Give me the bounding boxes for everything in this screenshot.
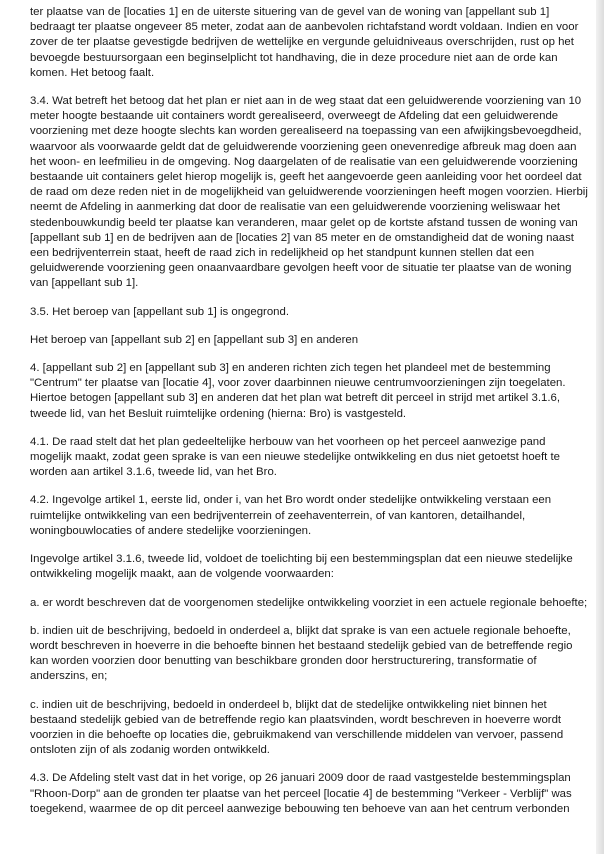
list-item-c: c. indien uit de beschrijving, bedoeld in onderdeel b, blijkt dat de stedelijke ontwikkeling niet binnen het bestaand stedelijk gebied van de betreffende regio kan plaatsvinden, wordt beschreven in hoeverre wordt voorzien in die behoefte op locaties die, gebruikmakend van verschillende middelen van vervoer, passend ontsloten zijn of als zodanig worden ontwikkeld. (30, 698, 564, 757)
section-heading: Het beroep van [appellant sub 2] en [appellant sub 3] en anderen (30, 333, 359, 346)
paragraph-3-5: 3.5. Het beroep van [appellant sub 1] is ongegrond. (30, 305, 290, 318)
list-item-b: b. indien uit de beschrijving, bedoeld in onderdeel a, blijkt dat sprake is van een actuele regionale behoefte, wordt beschreven in hoeverre in die behoefte binnen het bestaand stedelijk gebied van de betreffende regio kan worden voorzien door benutting van beschikbare gronden door herstructurering, transformatie of anderszins, en; (30, 624, 573, 683)
paragraph-article-3-1-6: Ingevolge artikel 3.1.6, tweede lid, voldoet de toelichting bij een bestemmingsplan dat een nieuwe stedelijke ontwikkeling mogelijk maakt, aan de volgende voorwaarden: (30, 553, 573, 581)
scan-edge-shadow (596, 0, 604, 854)
paragraph-4: 4. [appellant sub 2] en [appellant sub 3] en anderen richten zich tegen het plandeel met de bestemming "Centrum" ter plaatse van [locatie 4], voor zover daarbinnen nieuwe centrumvoorzieningen zijn toegelaten. Hiertoe betogen [appellant sub 3] en anderen dat het plan wat betreft dit perceel in strijd met artikel 3.1.6, tweede lid, van het Besluit ruimtelijke ordening (hierna: Bro) is vastgesteld. (30, 362, 566, 420)
paragraph-3-4: 3.4. Wat betreft het betoog dat het plan er niet aan in de weg staat dat een geluidwerende voorziening van 10 meter hoogte bestaande uit containers wordt gerealiseerd, overweegt de Afdeling dat een geluidwerende voorziening met deze hoogte slechts kan worden gerealiseerd na toepassing van een afwijkingsbevoegdheid, waarvoor als voorwaarde geldt dat de geluidwerende voorziening geen onevenredige afbreuk mag doen aan het woon- en leefmilieu in de omgeving. Nog daargelaten of de realisatie van een geluidwerende voorziening bestaande uit containers gelet hierop mogelijk is, geeft het aangevoerde geen aanleiding voor het oordeel dat de raad om deze reden niet in de mogelijkheid van geluidwerende voorzieningen heeft mogen voorzien. Hierbij neemt de Afdeling in aanmerking dat door de realisatie van een geluidwerende voorziening weliswaar het stedenbouwkundig beeld ter plaatse kan veranderen, maar gelet op de kortste afstand tussen de woning van [appellant sub 1] en de bedrijven aan de [locaties 2] van 85 meter en de omstandigheid dat de woning naast een bedrijventerrein staat, heeft de raad zich in redelijkheid op het standpunt kunnen stellen dat een geluidwerende voorziening geen onaanvaardbare gevolgen heeft voor de situatie ter plaatse van de woning van [appellant sub 1]. (30, 95, 588, 290)
paragraph-4-3: 4.3. De Afdeling stelt vast dat in het vorige, op 26 januari 2009 door de raad vastgestelde bestemmingsplan "Rhoon-Dorp" aan de gronden ter plaatse van het perceel [locatie 4] de bestemming "Verkeer - Verblijf" was toegekend, waarmee de op dit perceel aanwezige bebouwing ten behoeve van aan het centrum verbonden (30, 772, 572, 815)
list-item-a: a. er wordt beschreven dat de voorgenomen stedelijke ontwikkeling voorziet in een actuele regionale behoefte; (30, 596, 588, 609)
paragraph-continuation: ter plaatse van de [locaties 1] en de uiterste situering van de gevel van de woning van [appellant sub 1] bedraagt ter plaatse ongeveer 85 meter, zodat aan de aanbevolen richtafstand wordt voldaan. Indien en voor zover de ter plaatse gevestigde bedrijven de wettelijke en vergunde geluidniveaus overschrijden, rust op het bevoegde bestuursorgaan een beginselplicht tot handhaving, die in deze procedure niet aan de orde kan komen. Het betoog faalt. (30, 6, 579, 79)
paragraph-4-1: 4.1. De raad stelt dat het plan gedeeltelijke herbouw van het voorheen op het perceel aanwezige pand mogelijk maakt, zodat geen sprake is van een nieuwe stedelijke ontwikkeling en dus niet getoetst hoeft te worden aan artikel 3.1.6, tweede lid, van het Bro. (30, 435, 560, 479)
paragraph-4-2: 4.2. Ingevolge artikel 1, eerste lid, onder i, van het Bro wordt onder stedelijke ontwikkeling verstaan een ruimtelijke ontwikkeling van een bedrijventerrein of zeehaventerrein, of van kantoren, detailhandel, woningbouwlocaties of andere stedelijke voorzieningen. (30, 494, 552, 537)
